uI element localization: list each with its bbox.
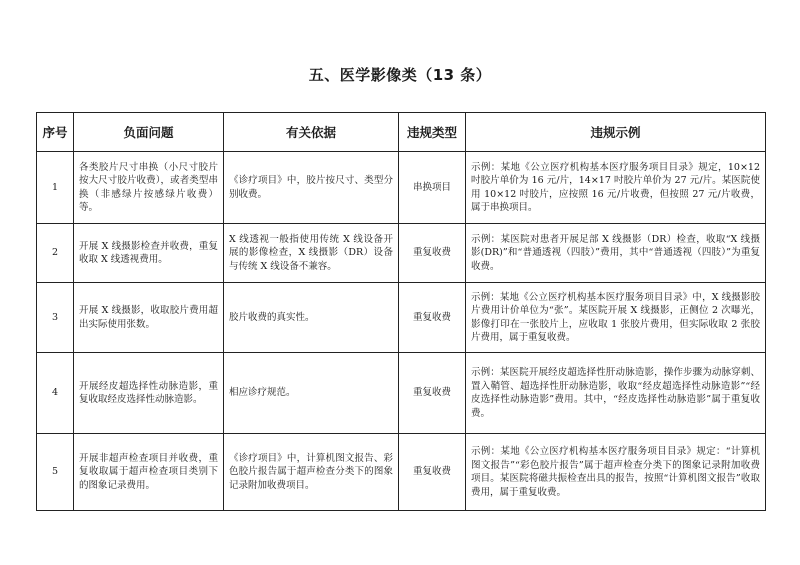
issue-text: 开展 X 线摄影检查并收费，重复收取 X 线透视费用。	[79, 240, 218, 265]
row-index: 1	[37, 152, 74, 224]
row-type: 重复收费	[399, 224, 466, 283]
row-index: 4	[37, 353, 74, 434]
row-index: 5	[37, 434, 74, 511]
table-row	[37, 434, 766, 511]
row-example	[466, 283, 766, 353]
row-basis	[224, 224, 399, 283]
issue-text: 各类胶片尺寸串换（小尺寸胶片按大尺寸胶片收费），或者类型串换（非感绿片按感绿片收费）等。	[79, 161, 218, 213]
table-row	[37, 152, 766, 224]
table-row	[37, 224, 766, 283]
violations-table	[36, 112, 766, 511]
basis-text: 《诊疗项目》中，计算机图文报告、彩色胶片报告属于超声检查分类下的图象记录附加收费项目。	[229, 452, 393, 491]
row-basis	[224, 152, 399, 224]
row-type: 重复收费	[399, 434, 466, 511]
row-example	[466, 152, 766, 224]
basis-text: 相应诊疗规范。	[229, 387, 296, 399]
row-basis	[224, 283, 399, 353]
row-basis	[224, 353, 399, 434]
page-title: 五、医学影像类（13 条）	[308, 66, 492, 84]
col-header-index: 序号	[37, 113, 74, 152]
row-type: 串换项目	[399, 152, 466, 224]
row-issue	[74, 353, 224, 434]
table-header-row	[37, 113, 766, 152]
example-text: 示例：某地《公立医疗机构基本医疗服务项目目录》规定：“计算机图文报告”“彩色胶片报告”属于超声检查分类下的图象记录附加收费项目。某医院将磁共振检查出具的报告，按照“计算机图文报告”收取费用，属于重复收费。	[471, 446, 760, 498]
row-issue	[74, 283, 224, 353]
example-text: 示例：某医院开展经皮超选择性肝动脉造影，操作步骤为动脉穿刺、置入鞘管、超选择性肝动脉造影，收取“经皮超选择性动脉造影”“经皮选择性动脉造影”费用。其中，“经皮选择性动脉造影”属于重复收费。	[471, 367, 760, 419]
basis-text: 《诊疗项目》中，胶片按尺寸、类型分别收费。	[229, 175, 393, 200]
example-text: 示例：某医院对患者开展足部 X 线摄影（DR）检查，收取“X 线摄影(DR)”和“普通透视（四肢）”费用，其中“普通透视（四肢）”为重复收费。	[471, 233, 760, 272]
row-example	[466, 224, 766, 283]
col-header-issue: 负面问题	[74, 113, 224, 152]
issue-text: 开展非超声检查项目并收费，重复收取属于超声检查项目类别下的图象记录费用。	[79, 452, 218, 491]
row-type: 重复收费	[399, 353, 466, 434]
example-text: 示例：某地《公立医疗机构基本医疗服务项目目录》规定，10×12 吋胶片单价为 16 元/片，14×17 吋胶片单价为 27 元/片。某医院使用 10×12 吋胶片，应按照 16 元/片收费，但按照 27 元/片收费，属于串换项目。	[471, 161, 760, 213]
row-issue	[74, 152, 224, 224]
issue-text: 开展 X 线摄影，收取胶片费用超出实际使用张数。	[79, 305, 218, 330]
basis-text: 胶片收费的真实性。	[229, 311, 315, 323]
basis-text: X 线透视一般指使用传统 X 线设备开展的影像检查，X 线摄影（DR）设备与传统 X 线设备不兼容。	[229, 233, 393, 272]
row-index: 3	[37, 283, 74, 353]
row-example	[466, 434, 766, 511]
col-header-example: 违规示例	[466, 113, 766, 152]
table-row	[37, 283, 766, 353]
issue-text: 开展经皮超选择性动脉造影，重复收取经皮选择性动脉造影。	[79, 380, 218, 405]
col-header-type: 违规类型	[399, 113, 466, 152]
row-index: 2	[37, 224, 74, 283]
row-basis	[224, 434, 399, 511]
col-header-basis: 有关依据	[224, 113, 399, 152]
row-type: 重复收费	[399, 283, 466, 353]
row-issue	[74, 434, 224, 511]
row-example	[466, 353, 766, 434]
table-row	[37, 353, 766, 434]
row-issue	[74, 224, 224, 283]
example-text: 示例：某地《公立医疗机构基本医疗服务项目目录》中，X 线摄影胶片费用计价单位为“张”。某医院开展 X 线摄影，正侧位 2 次曝光，影像打印在一张胶片上，应收取 1 张胶片费用，但实际收取 2 张胶片费用，属于重复收费。	[471, 291, 760, 343]
